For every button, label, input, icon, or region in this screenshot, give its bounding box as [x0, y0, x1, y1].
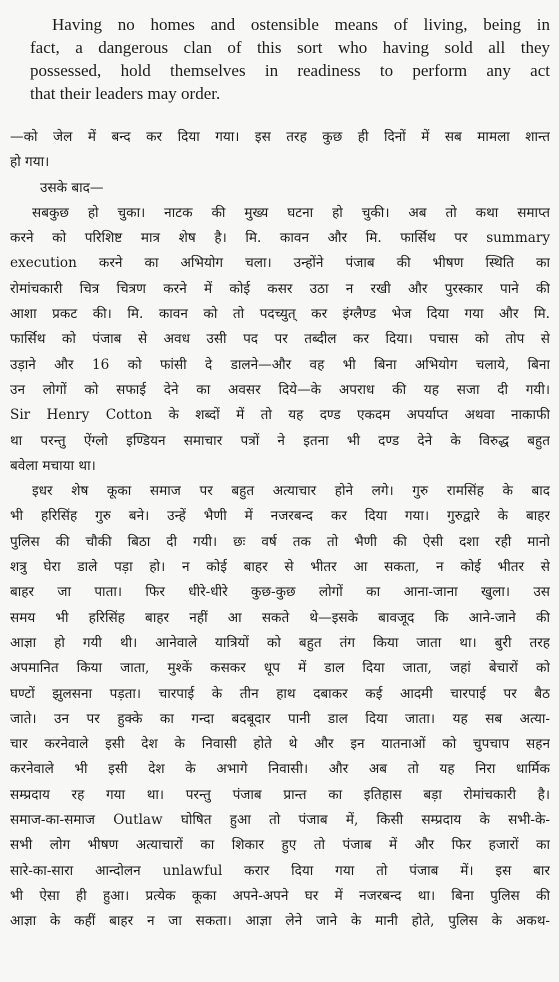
text-line: उड़ाने और 16 को फांसी दे डालने—और वह भी बिना अभियोग चलाये, बिना [10, 356, 550, 373]
text-line: रोमांचकारी चित्र चित्रण करने में कोई कसर उठा न रखी और पुरस्कार पाने की [10, 280, 550, 297]
text-line: शत्रु घेरा डाले पड़ा हो। न कोई बाहर से भीतर आ सकता, न कोई भीतर से [10, 559, 550, 576]
text-line: सारे-का-सारा आन्दोलन unlawful करार दिया गया तो पंजाब में। इस बार [10, 862, 550, 879]
text-line: घण्टों झुलसना पड़ता। चारपाई के तीन हाथ दबाकर कई आदमी चारपाई पर बैठ [10, 685, 550, 702]
text-line: करनेवाले भी इसी देश के अभागे निवासी। और अब तो यह निरा धार्मिक [10, 761, 550, 778]
text-line: चार करनेवाले इसी देश के निवासी होते थे और इन यातनाओं को चुपचाप सहन [10, 736, 550, 753]
text-line: आज्ञा हो गयी थी। आनेवाले यात्रियों को बहुत तंग किया जाता था। बुरी तरह [10, 634, 550, 651]
text-line: अपमानित किया जाता, मुश्कें कसकर धूप में डाल दिया जाता, जहां बेचारों को [10, 660, 550, 677]
text-line: बवेला मचाया था। [10, 457, 96, 474]
paragraph-3 [10, 479, 550, 934]
section-heading: उसके बाद— [40, 179, 104, 196]
text-line: जाते। उन पर हुक्के का गन्दा बदबूदार पानी डाल दिया जाता। यह सब अत्या- [10, 710, 550, 727]
text-line: इधर शेष कूका समाज पर बहुत अत्याचार होने लगे। गुरु रामसिंह के बाद [32, 483, 550, 500]
text-line: फार्सिथ को पंजाब से अवध उसी पद पर तब्दील कर दिया। पचास को तोप से [10, 331, 550, 348]
text-line: भी ऐसा ही हुआ। प्रत्येक कूका अपने-अपने घर में नजरबन्द था। बिना पुलिस की [10, 887, 550, 904]
paragraph-1 [10, 125, 550, 176]
text-line: आशा प्रकट की। मि. कावन को तो पदच्युत् कर इंग्लैण्ड भेज दिया गया और मि. [10, 306, 550, 323]
hindi-body [10, 125, 550, 935]
text-line: हो गया। [10, 154, 50, 171]
text-line: execution करने का अभियोग चला। उन्होंने पंजाब की भीषण स्थिति का [10, 255, 550, 272]
text-line: —को जेल में बन्द कर दिया गया। इस तरह कुछ ही दिनों में सब मामला शान्त [10, 129, 550, 145]
text-line: था परन्तु ऐंग्लो इण्डियन समाचार पत्रों ने इतना भी दण्ड देने के विरुद्ध बहुत [10, 432, 550, 449]
paragraph-2 [10, 201, 550, 479]
quote-line: possessed, hold themselves in readiness to perform any act [30, 61, 550, 80]
english-quote [30, 13, 550, 105]
quote-line: that their leaders may order. [30, 84, 221, 103]
text-line: आज्ञा के कहीं बाहर न जा सकता। आज्ञा लेने जाने के मानी होते, पुलिस के अकथ- [10, 913, 550, 930]
quote-line: fact, a dangerous clan of this sort who having sold all they [30, 38, 550, 57]
text-line: सबकुछ हो चुका। नाटक की मुख्य घटना हो चुकी। अब तो कथा समाप्त [32, 204, 550, 221]
text-line: सम्प्रदाय रह गया था। परन्तु पंजाब प्रान्त का इतिहास बड़ा रोमांचकारी है। [10, 786, 550, 803]
text-line: सभी लोग भीषण अत्याचारों का शिकार हुए तो पंजाब में और फिर हजारों का [10, 837, 550, 854]
text-line: उन लोगों को सफाई देने का अवसर दिये—के अपराध की यह सजा दी गयी। [10, 381, 550, 398]
text-line: समाज-का-समाज Outlaw घोषित हुआ तो पंजाब में, किसी सम्प्रदाय के सभी-के- [10, 812, 550, 829]
text-line: पुलिस की चौकी बिठा दी गयी। छः वर्ष तक तो भैणी की ऐसी दशा रही मानो [10, 533, 550, 550]
quote-line: Having no homes and ostensible means of living, being in [52, 15, 550, 34]
text-line: Sir Henry Cotton के शब्दों में तो यह दण्ड एकदम अपर्याप्त अथवा नाकाफी [10, 407, 550, 424]
text-line: बाहर जा पाता। फिर धीरे-धीरे कुछ-कुछ लोगों का आना-जाना खुला। उस [10, 584, 550, 601]
text-line: समय भी हरिसिंह बाहर नहीं आ सकते थे—इसके बावजूद कि आने-जाने की [10, 609, 550, 626]
text-line: भी हरिसिंह गुरु बने। उन्हें भैणी में नजरबन्द कर दिया गया। गुरुद्वारे के बाहर [10, 508, 550, 525]
text-line: करने को परिशिष्ट मात्र शेष है। मि. कावन और मि. फार्सिथ पर summary [10, 230, 550, 247]
